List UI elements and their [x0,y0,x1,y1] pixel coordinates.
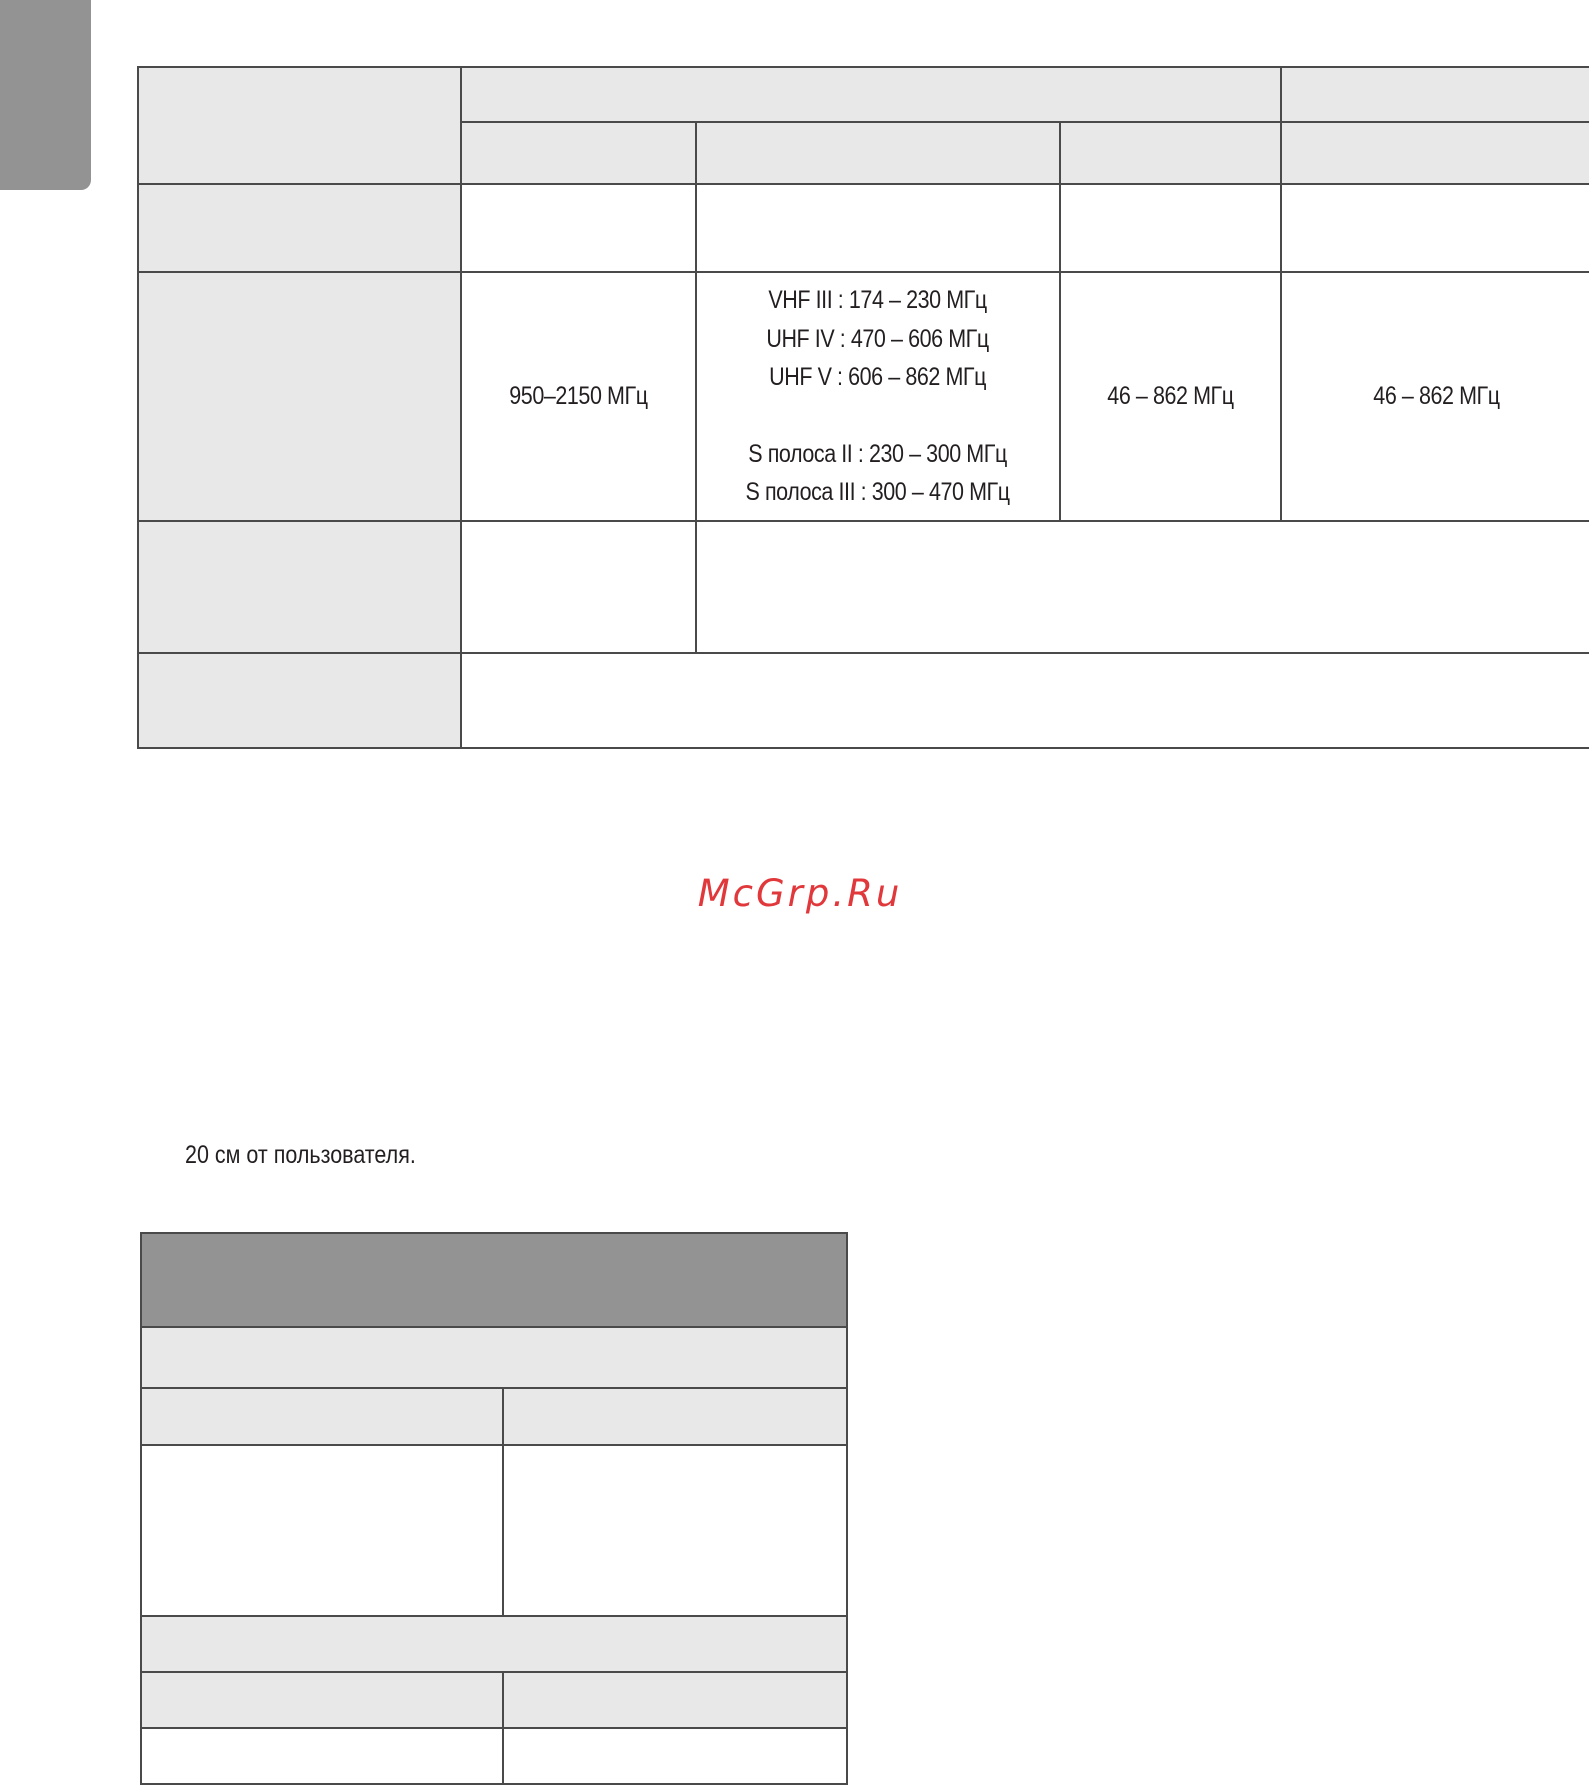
lower-section-header [141,1327,847,1388]
freq-line: S полоса II : 230 – 300 МГц [748,439,1008,468]
table-cell [503,1445,847,1616]
table-cell [503,1728,847,1784]
lower-spec-table [140,1232,848,1785]
lower-section-header [141,1616,847,1672]
table-cell-merged [461,653,1589,748]
watermark: McGrp.Ru [697,872,903,915]
lower-table-title [141,1233,847,1327]
freq-line: VHF III : 174 – 230 МГц [768,286,988,315]
lower-column-header [141,1388,503,1445]
row-label-standard [138,184,461,272]
analog-frequency: 46 – 862 МГц [1372,382,1500,410]
lower-column-header [503,1388,847,1445]
lower-column-header [503,1672,847,1728]
row-label-other [138,653,461,748]
header-cable [1060,122,1281,184]
analog-frequency-cell [1281,272,1589,521]
header-corner-cell [138,67,461,184]
table-cell [696,184,1060,272]
header-analog-group [1281,67,1589,122]
note-text: 20 см от пользователя. [185,1141,416,1169]
lower-column-header [141,1672,503,1728]
freq-line: UHF V : 606 – 862 МГц [769,363,987,392]
table-cell-merged [696,521,1589,653]
table-cell [141,1445,503,1616]
side-tab [0,0,91,190]
freq-line: UHF IV : 470 – 606 МГц [766,324,990,353]
freq-line: S полоса III : 300 – 470 МГц [745,478,1011,507]
table-cell [461,184,696,272]
terrestrial-frequency-cell [696,272,1060,521]
table-cell [141,1728,503,1784]
header-satellite [461,122,696,184]
table-cell [1060,184,1281,272]
satellite-frequency-cell [461,272,696,521]
satellite-frequency: 950–2150 МГц [509,382,648,410]
header-terrestrial [696,122,1060,184]
row-label-frequency [138,272,461,521]
frequency-spec-table [137,66,1589,749]
header-analog [1281,122,1589,184]
table-cell [1281,184,1589,272]
row-label-impedance [138,521,461,653]
header-digital-group [461,67,1281,122]
cable-frequency: 46 – 862 МГц [1107,382,1234,410]
table-cell [461,521,696,653]
cable-frequency-cell [1060,272,1281,521]
